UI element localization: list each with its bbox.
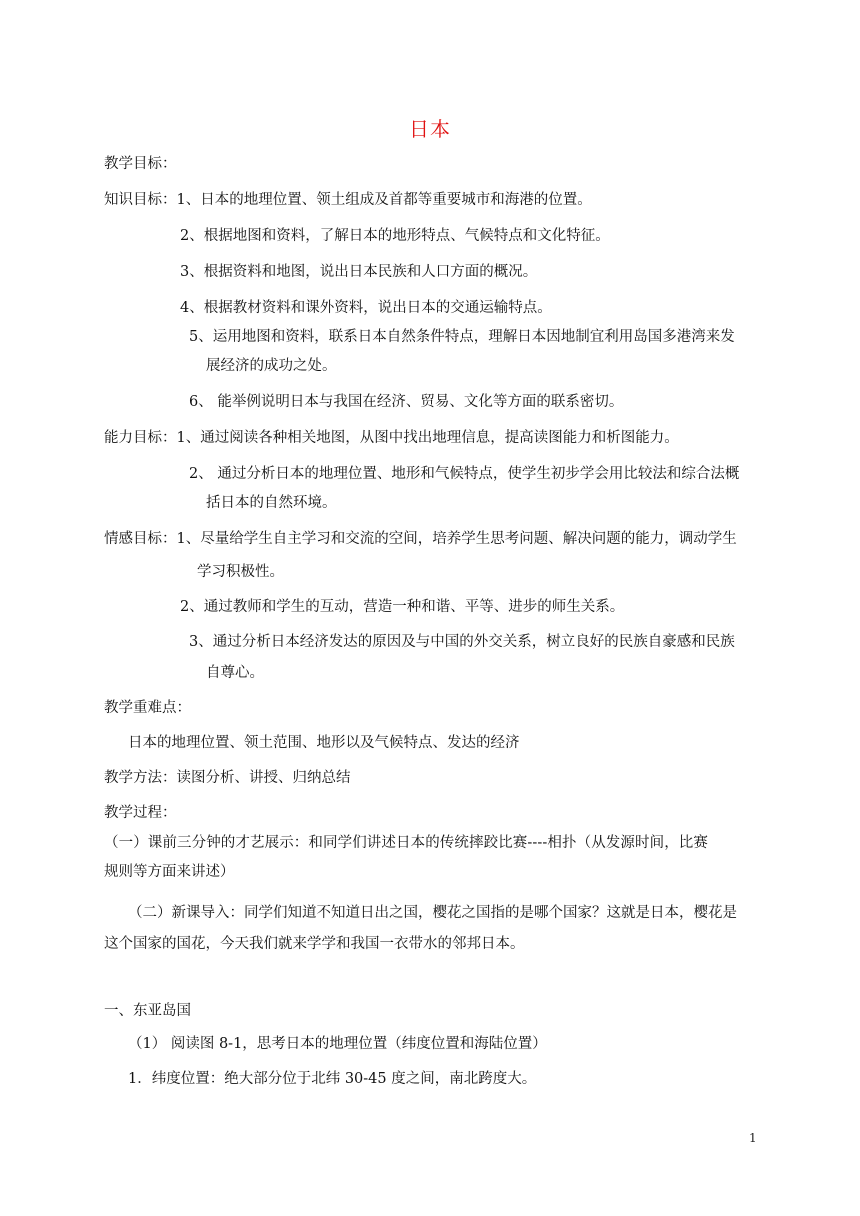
text-line: 教学方法：读图分析、讲授、归纳总结 xyxy=(104,770,351,786)
text-line: 展经济的成功之处。 xyxy=(206,358,337,374)
text-line: 4、根据教材资料和课外资料，说出日本的交通运输特点。 xyxy=(180,300,552,316)
text-line: （二）新课导入：同学们知道不知道日出之国，樱花之国指的是哪个国家？这就是日本，樱花是 xyxy=(128,905,737,921)
text-line: 1．纬度位置：绝大部分位于北纬 30-45 度之间，南北跨度大。 xyxy=(128,1071,537,1087)
text-line: 6、 能举例说明日本与我国在经济、贸易、文化等方面的联系密切。 xyxy=(189,394,624,410)
text-line: 教学重难点： xyxy=(104,700,191,716)
text-line: 知识目标：1、日本的地理位置、领土组成及首都等重要城市和海港的位置。 xyxy=(104,192,592,208)
text-line: 教学过程： xyxy=(104,805,177,821)
text-line: 3、通过分析日本经济发达的原因及与中国的外交关系，树立良好的民族自豪感和民族 xyxy=(189,634,735,650)
text-line: 日本的地理位置、领土范围、地形以及气候特点、发达的经济 xyxy=(128,735,520,751)
text-line: 自尊心。 xyxy=(206,665,264,681)
text-line: 括日本的自然环境。 xyxy=(206,495,337,511)
text-line: 这个国家的国花，今天我们就来学学和我国一衣带水的邻邦日本。 xyxy=(104,936,525,952)
text-line: 5、运用地图和资料，联系日本自然条件特点，理解日本因地制宜利用岛国多港湾来发 xyxy=(189,329,735,345)
text-line: 2、根据地图和资料，了解日本的地形特点、气候特点和文化特征。 xyxy=(180,228,610,244)
text-line: 学习积极性。 xyxy=(197,564,284,580)
text-line: （一）课前三分钟的才艺展示：和同学们讲述日本的传统摔跤比赛----相扑（从发源时间，比赛 xyxy=(104,835,708,851)
text-line: 2、通过教师和学生的互动，营造一种和谐、平等、进步的师生关系。 xyxy=(180,599,625,615)
document-title: 日本 xyxy=(409,117,451,141)
text-line: 教学目标： xyxy=(104,156,177,172)
section-heading: 一、东亚岛国 xyxy=(104,1003,191,1019)
text-line: 规则等方面来讲述） xyxy=(104,864,235,880)
page-number: 1 xyxy=(749,1131,757,1145)
text-line: 能力目标：1、通过阅读各种相关地图，从图中找出地理信息，提高读图能力和析图能力。 xyxy=(104,430,679,446)
text-line: （1） 阅读图 8-1，思考日本的地理位置（纬度位置和海陆位置） xyxy=(128,1036,547,1052)
text-line: 2、 通过分析日本的地理位置、地形和气候特点，使学生初步学会用比较法和综合法概 xyxy=(189,466,740,482)
text-line: 3、根据资料和地图，说出日本民族和人口方面的概况。 xyxy=(180,264,538,280)
text-line: 情感目标：1、尽量给学生自主学习和交流的空间，培养学生思考问题、解决问题的能力，调动学生 xyxy=(104,531,737,547)
